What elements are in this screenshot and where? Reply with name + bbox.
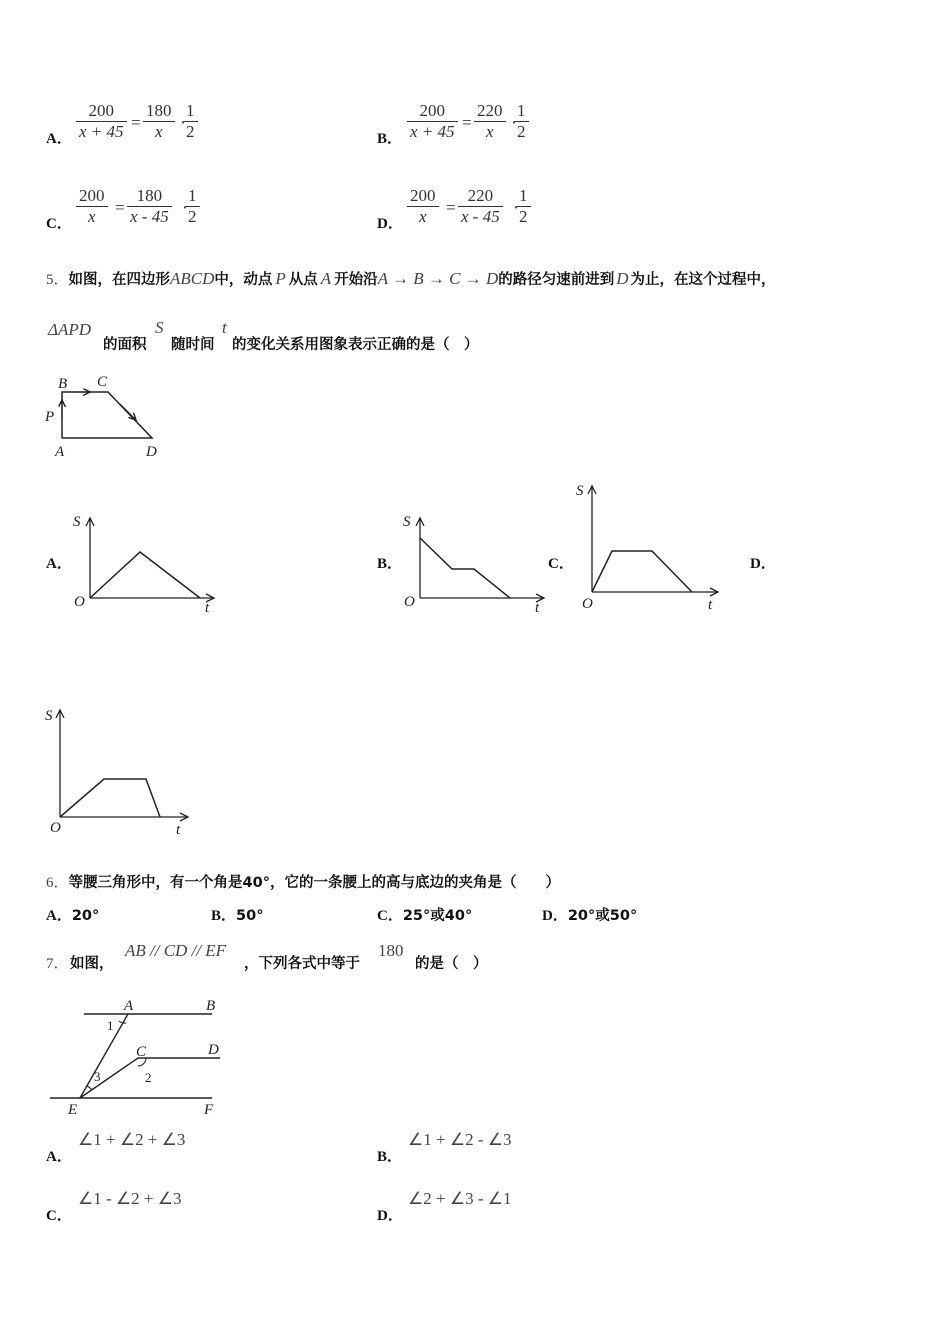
label-angle-1: 1 [107, 1018, 114, 1033]
quadrilateral-outline [62, 392, 152, 438]
segment-ea [80, 1014, 128, 1098]
option-label: B． [377, 131, 403, 147]
angle-3-arc [87, 1086, 92, 1090]
axis-label-o: O [582, 596, 593, 612]
axis-label-s: S [45, 708, 53, 724]
fraction: 220 x - 45 [458, 186, 503, 227]
q6-stem: 6．等腰三角形中，有一个角是40°，它的一条腰上的高与底边的夹角是（ ） [46, 875, 560, 891]
axis-label-s: S [73, 514, 81, 530]
graph-line [592, 551, 692, 592]
dot-sign: · [513, 198, 519, 217]
axis-label-o: O [50, 820, 61, 836]
fraction: 220 x [474, 101, 506, 142]
equals-sign: = [446, 198, 456, 217]
label-angle-3: 3 [94, 1069, 101, 1084]
label-angle-2: 2 [145, 1070, 152, 1085]
equals-sign: = [131, 113, 141, 132]
q5-graph-b [398, 506, 558, 616]
q6-option-d: D．20°或50° [542, 908, 638, 924]
graph-line [90, 552, 200, 598]
dot-sign: · [182, 198, 188, 217]
fraction: 200 x [76, 186, 108, 227]
fraction: 180 x [143, 101, 175, 142]
fraction: 1 2 [183, 101, 198, 142]
q6-option-b: B．50° [211, 908, 264, 924]
option-label: A． [46, 131, 72, 147]
axis-label-s: S [576, 483, 584, 499]
fraction: 200 x + 45 [76, 101, 127, 142]
option-label: D． [377, 216, 403, 232]
axis-label-t: t [205, 600, 210, 616]
label-d: D [146, 444, 157, 460]
graph-line [60, 779, 160, 817]
q5-graph-d [40, 700, 200, 840]
label-b: B [206, 998, 216, 1014]
axis-label-s: S [403, 514, 411, 530]
axis-label-t: t [176, 822, 181, 838]
option-label: D． [750, 556, 776, 572]
option-label: B． [377, 556, 403, 572]
segment-ec [80, 1058, 138, 1098]
axis-label-o: O [404, 594, 415, 610]
label-a: A [55, 444, 65, 460]
q5-graph-a [68, 506, 228, 616]
graph-line [420, 538, 510, 598]
equals-sign: = [462, 113, 472, 132]
arrow-down-right-icon [120, 404, 136, 420]
q6-option-c: C．25°或40° [377, 908, 473, 924]
q5-stem-line1: 5．如图，在四边形ABCD中，动点 P 从点 A 开始沿A → B → C → D的路径匀速前进到 D 为止，在这个过程中， [46, 269, 776, 288]
angle-1-arc [119, 1021, 126, 1023]
label-f: F [204, 1102, 214, 1118]
label-c: C [97, 374, 108, 390]
equals-sign: = [115, 198, 125, 217]
dot-sign: · [511, 113, 517, 132]
option-label: A． [46, 556, 72, 572]
label-d: D [208, 1042, 219, 1058]
q5-quadrilateral-figure [40, 368, 170, 463]
label-p: P [45, 409, 55, 425]
dot-sign: · [180, 113, 186, 132]
label-b: B [58, 376, 68, 392]
fraction: 1 2 [185, 186, 200, 227]
label-c: C [136, 1044, 147, 1060]
fraction: 1 2 [516, 186, 531, 227]
option-label: C． [548, 556, 574, 572]
q5-graph-c [570, 478, 730, 616]
q7-parallel-lines-figure [44, 990, 234, 1120]
fraction: 200 x + 45 [407, 101, 458, 142]
fraction: 200 x [407, 186, 439, 227]
option-label: C． [46, 216, 72, 232]
axis-label-t: t [535, 600, 540, 616]
label-e: E [68, 1102, 78, 1118]
label-a: A [124, 998, 134, 1014]
fraction: 180 x - 45 [127, 186, 172, 227]
fraction: 1 2 [514, 101, 529, 142]
axis-label-t: t [708, 597, 713, 613]
axis-label-o: O [74, 594, 85, 610]
q6-option-a: A．20° [46, 908, 100, 924]
